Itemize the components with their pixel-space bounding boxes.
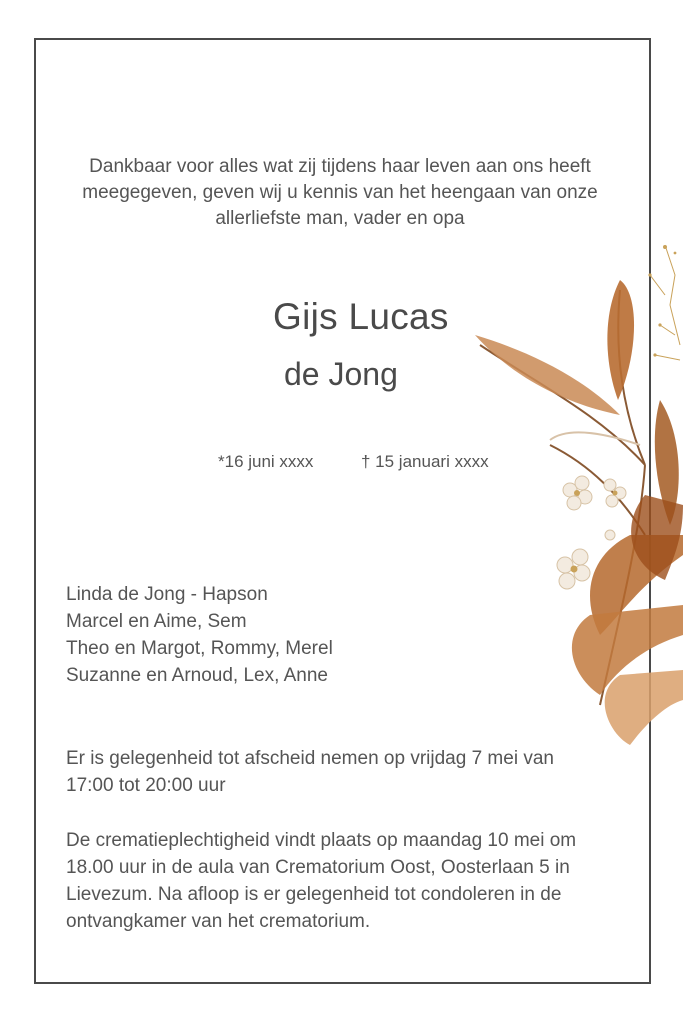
intro-text xyxy=(60,154,620,232)
family-line: Linda de Jong - Hapson xyxy=(66,584,268,605)
deceased-first-names: Gijs Lucas xyxy=(273,296,449,337)
intro-line: Dankbaar voor alles wat zij tijdens haar leven aan ons heeft xyxy=(89,156,591,177)
ceremony-line: ontvangkamer van het crematorium. xyxy=(66,911,371,932)
ceremony-line: 18.00 uur in de aula van Crematorium Oost, Oosterlaan 5 in xyxy=(66,857,570,878)
birth-date: *16 juni xxxx xyxy=(218,452,314,471)
family-line: Theo en Margot, Rommy, Merel xyxy=(66,638,333,659)
death-date: † 15 januari xxxx xyxy=(361,452,489,471)
intro-line: allerliefste man, vader en opa xyxy=(215,208,465,229)
deceased-surname: de Jong xyxy=(284,356,398,392)
farewell-line: 17:00 tot 20:00 uur xyxy=(66,775,226,796)
farewell-paragraph xyxy=(66,745,626,799)
family-line: Marcel en Aime, Sem xyxy=(66,611,247,632)
ceremony-line: Lievezum. Na afloop is er gelegenheid tot condoleren in de xyxy=(66,884,562,905)
intro-line: meegegeven, geven wij u kennis van het heengaan van onze xyxy=(82,182,598,203)
farewell-line: Er is gelegenheid tot afscheid nemen op vrijdag 7 mei van xyxy=(66,748,554,769)
family-list xyxy=(66,581,333,689)
family-line: Suzanne en Arnoud, Lex, Anne xyxy=(66,665,328,686)
ceremony-line: De crematieplechtigheid vindt plaats op maandag 10 mei om xyxy=(66,830,577,851)
ceremony-paragraph xyxy=(66,827,626,935)
watercolor-floral-decoration xyxy=(470,235,683,755)
